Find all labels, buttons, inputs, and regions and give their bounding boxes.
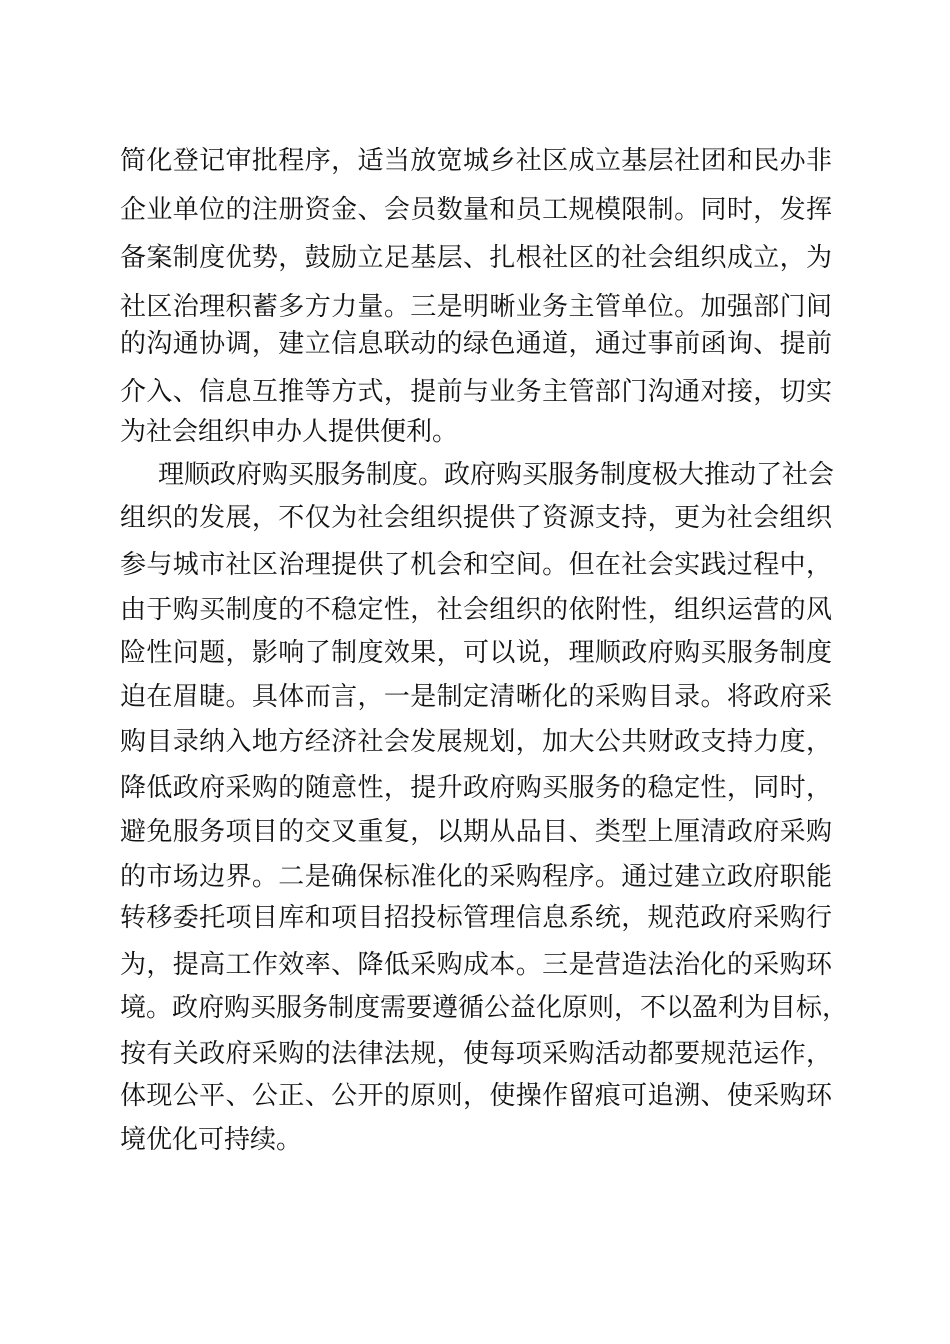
text-line: 介入、信息互推等方式，提前与业务主管部门沟通对接，切实 xyxy=(120,377,832,407)
text-line: 迫在眉睫。具体而言，一是制定清晰化的采购目录。将政府采 xyxy=(120,682,832,712)
text-line: 避免服务项目的交叉重复，以期从品目、类型上厘清政府采购 xyxy=(120,817,832,847)
text-line: 境。政府购买服务制度需要遵循公益化原则，不以盈利为目标， xyxy=(120,993,849,1023)
text-line: 按有关政府采购的法律法规，使每项采购活动都要规范运作， xyxy=(120,1039,832,1069)
text-line: 备案制度优势，鼓励立足基层、扎根社区的社会组织成立，为 xyxy=(120,243,832,273)
text-line: 组织的发展，不仅为社会组织提供了资源支持，更为社会组织 xyxy=(120,503,832,533)
text-line: 简化登记审批程序，适当放宽城乡社区成立基层社团和民办非 xyxy=(120,146,832,176)
text-line: 社区治理积蓄多方力量。三是明晰业务主管单位。加强部门间 xyxy=(120,292,832,322)
text-line: 为，提高工作效率、降低采购成本。三是营造法治化的采购环 xyxy=(120,950,832,980)
text-line: 理顺政府购买服务制度。政府购买服务制度极大推动了社会 xyxy=(158,460,835,490)
text-line: 购目录纳入地方经济社会发展规划，加大公共财政支持力度， xyxy=(120,727,832,757)
text-line: 为社会组织申办人提供便利。 xyxy=(120,417,459,447)
text-line: 的沟通协调，建立信息联动的绿色通道，通过事前函询、提前 xyxy=(120,329,832,359)
text-line: 由于购买制度的不稳定性，社会组织的依附性，组织运营的风 xyxy=(120,595,832,625)
text-line: 险性问题，影响了制度效果，可以说，理顺政府购买服务制度 xyxy=(120,638,832,668)
text-line: 的市场边界。二是确保标准化的采购程序。通过建立政府职能 xyxy=(120,862,832,892)
text-line: 参与城市社区治理提供了机会和空间。但在社会实践过程中， xyxy=(120,550,832,580)
text-line: 企业单位的注册资金、会员数量和员工规模限制。同时，发挥 xyxy=(120,195,832,225)
text-line: 境优化可持续。 xyxy=(120,1125,303,1155)
text-line: 体现公平、公正、公开的原则，使操作留痕可追溯、使采购环 xyxy=(120,1081,832,1111)
text-line: 转移委托项目库和项目招投标管理信息系统，规范政府采购行 xyxy=(120,903,832,933)
text-line: 降低政府采购的随意性，提升政府购买服务的稳定性，同时， xyxy=(120,773,832,803)
